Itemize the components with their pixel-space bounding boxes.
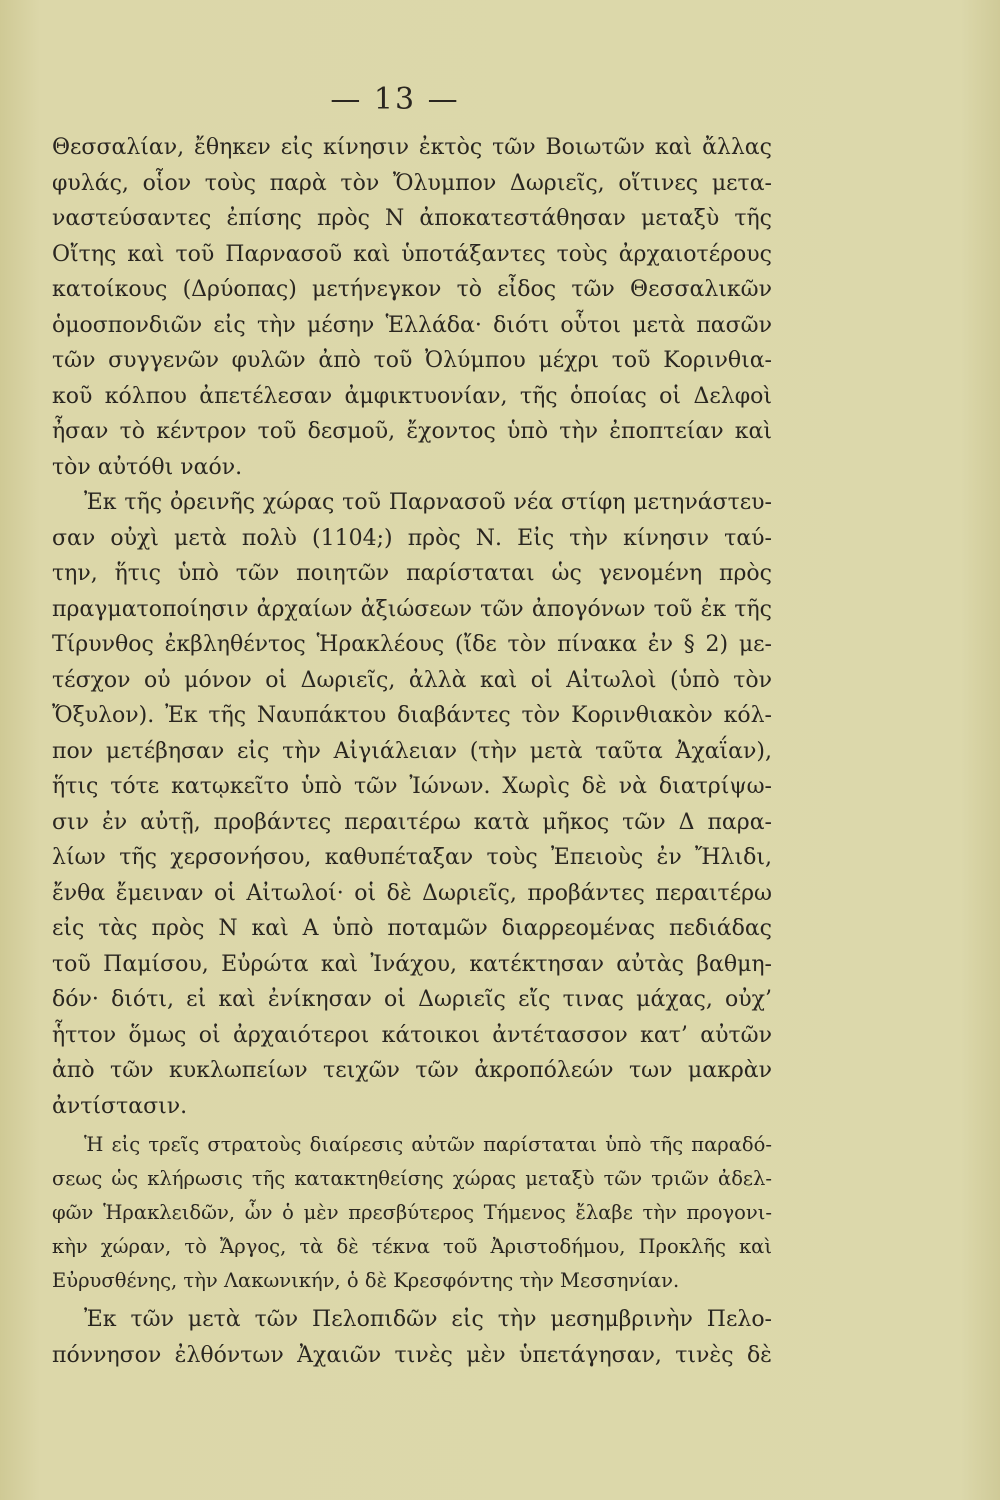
text-line: ὁμοσπονδιῶν εἰς τὴν μέσην Ἑλλάδα· διότι οὗτοι μετὰ πασῶν: [52, 312, 772, 338]
text-line: σαν οὐχὶ μετὰ πολὺ (1104;) πρὸς Ν. Εἰς τὴν κίνησιν ταύ-: [52, 525, 772, 551]
text-line: πόννησον ἐλθόντων Ἀχαιῶν τινὲς μὲν ὑπετάγησαν, τινὲς δὲ: [52, 1342, 772, 1368]
text-line: ἧττον ὅμως οἱ ἀρχαιότεροι κάτοικοι ἀντέτασσον κατ’ αὐτῶν: [52, 1022, 772, 1048]
text-line: ἥτις τότε κατῳκεῖτο ὑπὸ τῶν Ἰώνων. Χωρὶς δὲ νὰ διατρίψω-: [52, 774, 772, 799]
paragraph-2: [52, 485, 772, 1124]
text-line: ἔνθα ἔμειναν οἱ Αἰτωλοί· οἱ δὲ Δωριεῖς, προβάντες περαιτέρω: [52, 880, 772, 906]
text-line: Θεσσαλίαν, ἔθηκεν εἰς κίνησιν ἐκτὸς τῶν Βοιωτῶν καὶ ἄλλας: [52, 135, 772, 160]
text-line: Τίρυνθος ἐκβληθέντος Ἡρακλέους (ἴδε τὸν πίνακα ἐν § 2) με-: [52, 632, 772, 657]
text-line: ἀπὸ τῶν κυκλωπείων τειχῶν τῶν ἀκροπόλεών των μακρὰν: [52, 1058, 772, 1083]
text-line: Ὄξυλον). Ἐκ τῆς Ναυπάκτου διαβάντες τὸν Κορινθιακὸν κόλ-: [52, 703, 772, 728]
text-line: εἰς τὰς πρὸς Ν καὶ Α ὑπὸ ποταμῶν διαρρεομένας πεδιάδας: [52, 916, 772, 941]
text-line: Εὐρυσθένης, τὴν Λακωνικήν, ὁ δὲ Κρεσφόντης τὴν Μεσσηνίαν.: [52, 1269, 680, 1292]
paragraph-3-note: [52, 1128, 772, 1298]
text-line: λίων τῆς χερσονήσου, καθυπέταξαν τοὺς Ἐπειοὺς ἐν Ἤλιδι,: [52, 845, 772, 870]
text-line: δόν· διότι, εἰ καὶ ἐνίκησαν οἱ Δωριεῖς εἴς τινας μάχας, οὐχ’: [52, 987, 772, 1012]
text-line: τὸν αὐτόθι ναόν.: [52, 454, 243, 480]
text-line: πον μετέβησαν εἰς τὴν Αἰγιάλειαν (τὴν μετὰ ταῦτα Ἀχαΐαν),: [52, 738, 772, 764]
text-line: τοῦ Παμίσου, Εὐρώτα καὶ Ἰνάχου, κατέκτησαν αὐτὰς βαθμη-: [52, 951, 772, 977]
paragraph-4: [52, 1302, 772, 1373]
text-line: φῶν Ἡρακλειδῶν, ὧν ὁ μὲν πρεσβύτερος Τήμενος ἔλαβε τὴν προγονι-: [52, 1201, 772, 1224]
text-line: Οἴτης καὶ τοῦ Παρνασοῦ καὶ ὑποτάξαντες τοὺς ἀρχαιοτέρους: [52, 241, 772, 267]
text-line: σεως ὡς κλήρωσις τῆς κατακτηθείσης χώρας μεταξὺ τῶν τριῶν ἀδελ-: [52, 1167, 772, 1190]
body-text: [52, 130, 772, 1373]
text-line: κὴν χώραν, τὸ Ἄργος, τὰ δὲ τέκνα τοῦ Ἀριστοδήμου, Προκλῆς καὶ: [52, 1235, 772, 1258]
text-line: ναστεύσαντες ἐπίσης πρὸς Ν ἀποκατεστάθησαν μεταξὺ τῆς: [52, 206, 772, 231]
page-number: — 13 —: [330, 82, 460, 117]
text-line: τέσχον οὐ μόνον οἱ Δωριεῖς, ἀλλὰ καὶ οἱ Αἰτωλοὶ (ὑπὸ τὸν: [52, 667, 772, 693]
text-line: την, ἥτις ὑπὸ τῶν ποιητῶν παρίσταται ὡς γενομένη πρὸς: [52, 561, 772, 586]
paragraph-1: [52, 130, 772, 485]
text-line: σιν ἐν αὐτῇ, προβάντες περαιτέρω κατὰ μῆκος τῶν Δ παρα-: [52, 809, 772, 835]
text-line: τῶν συγγενῶν φυλῶν ἀπὸ τοῦ Ὀλύμπου μέχρι τοῦ Κορινθια-: [52, 348, 772, 373]
text-line: ἦσαν τὸ κέντρον τοῦ δεσμοῦ, ἔχοντος ὑπὸ τὴν ἐποπτείαν καὶ: [52, 419, 772, 444]
text-line: κατοίκους (Δρύοπας) μετήνεγκον τὸ εἶδος τῶν Θεσσαλικῶν: [52, 277, 772, 302]
text-line: κοῦ κόλπου ἀπετέλεσαν ἀμφικτυονίαν, τῆς ὁποίας οἱ Δελφοὶ: [52, 383, 772, 409]
text-line: ἀντίστασιν.: [52, 1093, 188, 1119]
text-line: Ἡ εἰς τρεῖς στρατοὺς διαίρεσις αὐτῶν παρίσταται ὑπὸ τῆς παραδό-: [84, 1133, 772, 1156]
text-line: Ἐκ τῆς ὀρεινῆς χώρας τοῦ Παρνασοῦ νέα στίφη μετηνάστευ-: [84, 490, 772, 515]
text-line: Ἐκ τῶν μετὰ τῶν Πελοπιδῶν εἰς τὴν μεσημβρινὴν Πελο-: [84, 1307, 772, 1332]
text-line: φυλάς, οἷον τοὺς παρὰ τὸν Ὄλυμπον Δωριεῖς, οἵτινες μετα-: [52, 170, 772, 196]
text-line: πραγματοποίησιν ἀρχαίων ἀξιώσεων τῶν ἀπογόνων τοῦ ἐκ τῆς: [52, 596, 772, 622]
